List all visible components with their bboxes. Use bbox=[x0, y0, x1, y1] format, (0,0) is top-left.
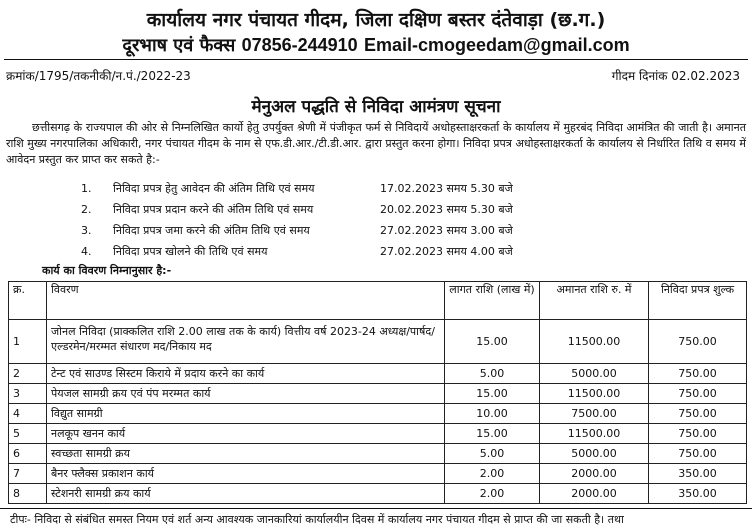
schedule-desc: निविदा प्रपत्र खोलने की तिथि एवं समय bbox=[113, 245, 268, 258]
reference-date: गीदम दिनांक 02.02.2023 bbox=[611, 69, 740, 83]
cell-fee: 750.00 bbox=[649, 384, 747, 404]
schedule-desc: निविदा प्रपत्र प्रदान करने की अंतिम तिथि एवं समय bbox=[113, 203, 314, 216]
cell-deposit: 2000.00 bbox=[540, 484, 649, 504]
cell-deposit: 5000.00 bbox=[540, 444, 649, 464]
cell-fee: 750.00 bbox=[649, 364, 747, 384]
cell-cost: 2.00 bbox=[445, 484, 540, 504]
cell-sn: 7 bbox=[9, 464, 47, 484]
cell-fee: 750.00 bbox=[649, 424, 747, 444]
schedule-desc: निविदा प्रपत्र जमा करने की अंतिम तिथि एवं समय bbox=[113, 224, 310, 237]
header-fee: निविदा प्रपत्र शुल्क bbox=[649, 282, 747, 320]
table-row bbox=[9, 444, 747, 464]
cell-description: विद्युत सामग्री bbox=[47, 404, 445, 424]
schedule-number: 3. bbox=[81, 224, 92, 237]
cell-sn: 1 bbox=[9, 320, 47, 364]
cell-cost: 15.00 bbox=[445, 320, 540, 364]
cell-fee: 750.00 bbox=[649, 444, 747, 464]
schedule-value: 27.02.2023 समय 3.00 बजे bbox=[380, 224, 513, 237]
office-heading: कार्यालय नगर पंचायत गीदम, जिला दक्षिण बस्तर दंतेवाड़ा (छ.ग.) bbox=[146, 9, 606, 31]
header-deposit: अमानत राशि रु. में bbox=[540, 282, 649, 320]
table-row bbox=[9, 484, 747, 504]
notice-title: मेनुअल पद्धति से निविदा आमंत्रण सूचना bbox=[251, 97, 501, 117]
cell-cost: 15.00 bbox=[445, 384, 540, 404]
cell-deposit: 11500.00 bbox=[540, 424, 649, 444]
intro-paragraph: छत्तीसगढ़ के राज्यपाल की ओर से निम्नलिखित कार्यो हेतु उपर्युक्त श्रेणी में पंजीकृत फर्म से निविदायें अधोहस्ताक्षरकर्ता के कार्यालय में मुहरबंद निविदा आमंत्रित की जाती है। अमानत राशि मुख्य नगरपालिका अधिकारी, नगर पंचायत गीदम के नाम से एफ.डी.आर./टी.डी.आर. द्वारा प्रस्तुत करना होगा। निविदा प्रपत्र अधोहस्ताक्षरकर्ता के कार्यालय से निर्धारित तिथि व समय में आवेदन प्रस्तुत कर प्राप्त कर सकते है:- bbox=[6, 121, 746, 166]
contact-prefix: दूरभाष एवं फैक्स bbox=[122, 35, 236, 56]
works-label: कार्य का विवरण निम्नानुसार है:- bbox=[42, 264, 172, 277]
footer-divider bbox=[0, 508, 752, 509]
phone-number: 07856-244910 bbox=[241, 35, 358, 55]
cell-description: स्टेशनरी सामग्री क्रय कार्य bbox=[47, 484, 445, 504]
cell-cost: 5.00 bbox=[445, 444, 540, 464]
cell-fee: 350.00 bbox=[649, 484, 747, 504]
cell-cost: 2.00 bbox=[445, 464, 540, 484]
schedule-value: 20.02.2023 समय 5.30 बजे bbox=[380, 203, 513, 216]
cell-sn: 4 bbox=[9, 404, 47, 424]
cell-deposit: 2000.00 bbox=[540, 464, 649, 484]
cell-sn: 8 bbox=[9, 484, 47, 504]
cell-deposit: 5000.00 bbox=[540, 364, 649, 384]
footer-note: टीपः- निविदा से संबंधित समस्त नियम एवं शर्त अन्य आवश्यक जानकारियां कार्यालयीन दिवस में कार्यालय नगर पंचायत गीदम से प्राप्त की जा सकती है। तथा bbox=[10, 513, 624, 526]
header-sn: क्र. bbox=[9, 282, 47, 320]
cell-cost: 15.00 bbox=[445, 424, 540, 444]
cell-deposit: 7500.00 bbox=[540, 404, 649, 424]
schedule-number: 2. bbox=[81, 203, 92, 216]
cell-sn: 3 bbox=[9, 384, 47, 404]
schedule-number: 1. bbox=[81, 182, 92, 195]
table-row bbox=[9, 384, 747, 404]
works-table bbox=[8, 281, 747, 504]
cell-cost: 10.00 bbox=[445, 404, 540, 424]
cell-sn: 6 bbox=[9, 444, 47, 464]
schedule-desc: निविदा प्रपत्र हेतु आवेदन की अंतिम तिथि एवं समय bbox=[113, 182, 315, 195]
cell-sn: 2 bbox=[9, 364, 47, 384]
cell-description: स्वच्छता सामग्री क्रय bbox=[47, 444, 445, 464]
cell-sn: 5 bbox=[9, 424, 47, 444]
table-header-row bbox=[9, 282, 747, 320]
cell-description: बैनर फ्लैक्स प्रकाशन कार्य bbox=[47, 464, 445, 484]
contact-line bbox=[0, 33, 752, 57]
reference-number: क्रमांक/1795/तकनीकी/न.पं./2022-23 bbox=[6, 69, 191, 83]
schedule-number: 4. bbox=[81, 245, 92, 258]
cell-deposit: 11500.00 bbox=[540, 384, 649, 404]
table-row bbox=[9, 424, 747, 444]
email-address: Email-cmogeedam@gmail.com bbox=[363, 35, 630, 55]
header-divider bbox=[4, 59, 748, 60]
schedule-value: 17.02.2023 समय 5.30 बजे bbox=[380, 182, 513, 195]
table-row bbox=[9, 320, 747, 364]
cell-fee: 350.00 bbox=[649, 464, 747, 484]
cell-description: नलकूप खनन कार्य bbox=[47, 424, 445, 444]
cell-description: टेन्ट एवं साउण्ड सिस्टम किराये में प्रदाय करने का कार्य bbox=[47, 364, 445, 384]
header-cost: लागत राशि (लाख में) bbox=[445, 282, 540, 320]
table-row bbox=[9, 464, 747, 484]
cell-cost: 5.00 bbox=[445, 364, 540, 384]
header-description: विवरण bbox=[47, 282, 445, 320]
cell-description: जोनल निविदा (प्राक्कलित राशि 2.00 लाख तक के कार्य) वित्तीय वर्ष 2023-24 अध्यक्ष/पार्षद/एल्डरमेन/मरम्मत संधारण मद/निकाय मद bbox=[47, 320, 445, 364]
cell-fee: 750.00 bbox=[649, 320, 747, 364]
cell-fee: 750.00 bbox=[649, 404, 747, 424]
table-row bbox=[9, 364, 747, 384]
cell-description: पेयजल सामग्री क्रय एवं पंप मरम्मत कार्य bbox=[47, 384, 445, 404]
table-row bbox=[9, 404, 747, 424]
schedule-value: 27.02.2023 समय 4.00 बजे bbox=[380, 245, 513, 258]
cell-deposit: 11500.00 bbox=[540, 320, 649, 364]
